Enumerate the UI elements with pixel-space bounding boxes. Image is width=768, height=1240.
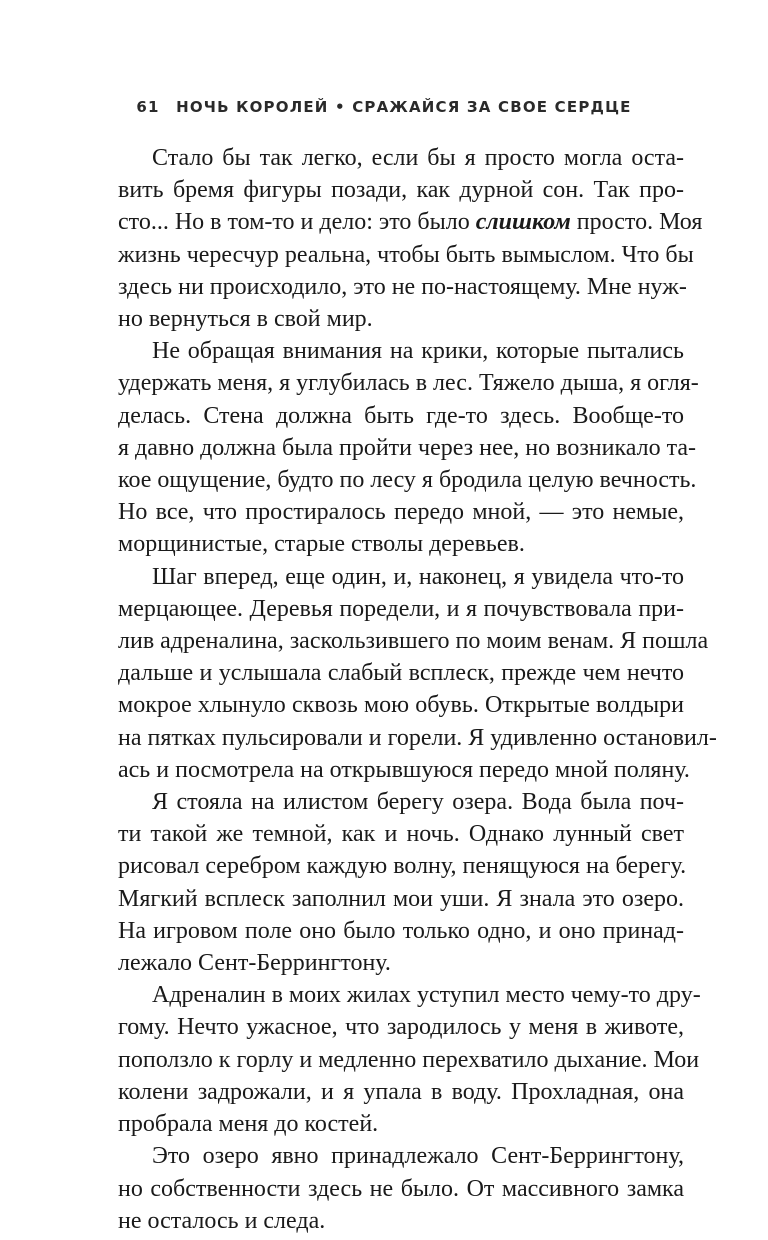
- text-line: Это озеро явно принадлежало Сент-Беррингтону,: [152, 1143, 684, 1170]
- paragraph: [84, 561, 717, 786]
- text-line: Не обращая внимания на крики, которые пытались: [152, 338, 684, 365]
- body-text: [84, 142, 717, 1237]
- text-segment: просто. Моя: [570, 209, 703, 236]
- text-line: пробрала меня до костей.: [118, 1111, 379, 1138]
- paragraph: [84, 142, 703, 335]
- page-number: 61: [136, 98, 160, 116]
- paragraph: [84, 335, 699, 560]
- text-line: На игровом поле оно было только одно, и оно принад-: [118, 917, 684, 944]
- text-line: но собственности здесь не было. От массивного замка: [118, 1175, 684, 1202]
- text-line: морщинистые, старые стволы деревьев.: [118, 531, 525, 558]
- text-segment: сто... Но в том-то и дело: это было: [118, 209, 476, 236]
- paragraph: [84, 786, 687, 979]
- text-line: мерцающее. Деревья поредели, и я почувствовала при-: [118, 595, 684, 622]
- text-line: удержать меня, я углубилась в лес. Тяжело дыша, я огля-: [118, 370, 699, 397]
- text-line: гому. Нечто ужасное, что зародилось у меня в животе,: [118, 1014, 684, 1041]
- paragraph: [84, 1140, 684, 1237]
- text-line: здесь ни происходило, это не по-настоящему. Мне нуж-: [118, 273, 687, 300]
- text-line: Стало бы так легко, если бы я просто могла оста-: [152, 145, 684, 171]
- text-line: дальше и услышала слабый всплеск, прежде чем нечто: [118, 660, 684, 687]
- running-header: [84, 98, 684, 116]
- text-line: ти такой же темной, как и ночь. Однако лунный свет: [118, 821, 684, 848]
- text-line: мокрое хлынуло сквозь мою обувь. Открытые волдыри: [118, 692, 684, 719]
- text-line: поползло к горлу и медленно перехватило дыхание. Мои: [118, 1046, 700, 1073]
- text-line: колени задрожали, и я упала в воду. Прохладная, она: [118, 1078, 684, 1105]
- text-line: [84, 206, 703, 238]
- text-line: не осталось и следа.: [118, 1207, 326, 1234]
- text-line: Шаг вперед, еще один, и, наконец, я увидела что-то: [152, 563, 684, 590]
- text-line: Мягкий всплеск заполнил мои уши. Я знала это озеро.: [118, 885, 684, 912]
- running-title: НОЧЬ КОРОЛЕЙ • СРАЖАЙСЯ ЗА СВОЕ СЕРДЦЕ: [176, 98, 632, 116]
- text-line: Я стояла на илистом берегу озера. Вода была поч-: [152, 789, 684, 816]
- text-line: жизнь чересчур реальна, чтобы быть вымыслом. Что бы: [118, 241, 694, 268]
- text-line: кое ощущение, будто по лесу я бродила целую вечность.: [118, 467, 697, 494]
- text-line: делась. Стена должна быть где-то здесь. Вообще-то: [118, 402, 684, 429]
- book-page: [84, 98, 717, 1237]
- text-line: лежало Сент-Беррингтону.: [118, 950, 391, 977]
- text-line: ась и посмотрела на открывшуюся передо мной поляну.: [118, 756, 690, 783]
- paragraph: [84, 979, 701, 1140]
- text-line: вить бремя фигуры позади, как дурной сон. Так про-: [118, 177, 684, 204]
- text-line: на пятках пульсировали и горели. Я удивленно остановил-: [118, 724, 717, 751]
- text-line: Но все, что простиралось передо мной, — это немые,: [118, 499, 684, 526]
- text-line: я давно должна была пройти через нее, но возникало та-: [118, 434, 697, 461]
- text-line: Адреналин в моих жилах уступил место чему-то дру-: [152, 982, 701, 1009]
- text-line: рисовал серебром каждую волну, пенящуюся на берегу.: [118, 853, 687, 880]
- emphasis-text: слишком: [475, 209, 571, 236]
- text-line: лив адреналина, заскользившего по моим венам. Я пошла: [118, 628, 709, 655]
- text-line: но вернуться в свой мир.: [118, 306, 373, 333]
